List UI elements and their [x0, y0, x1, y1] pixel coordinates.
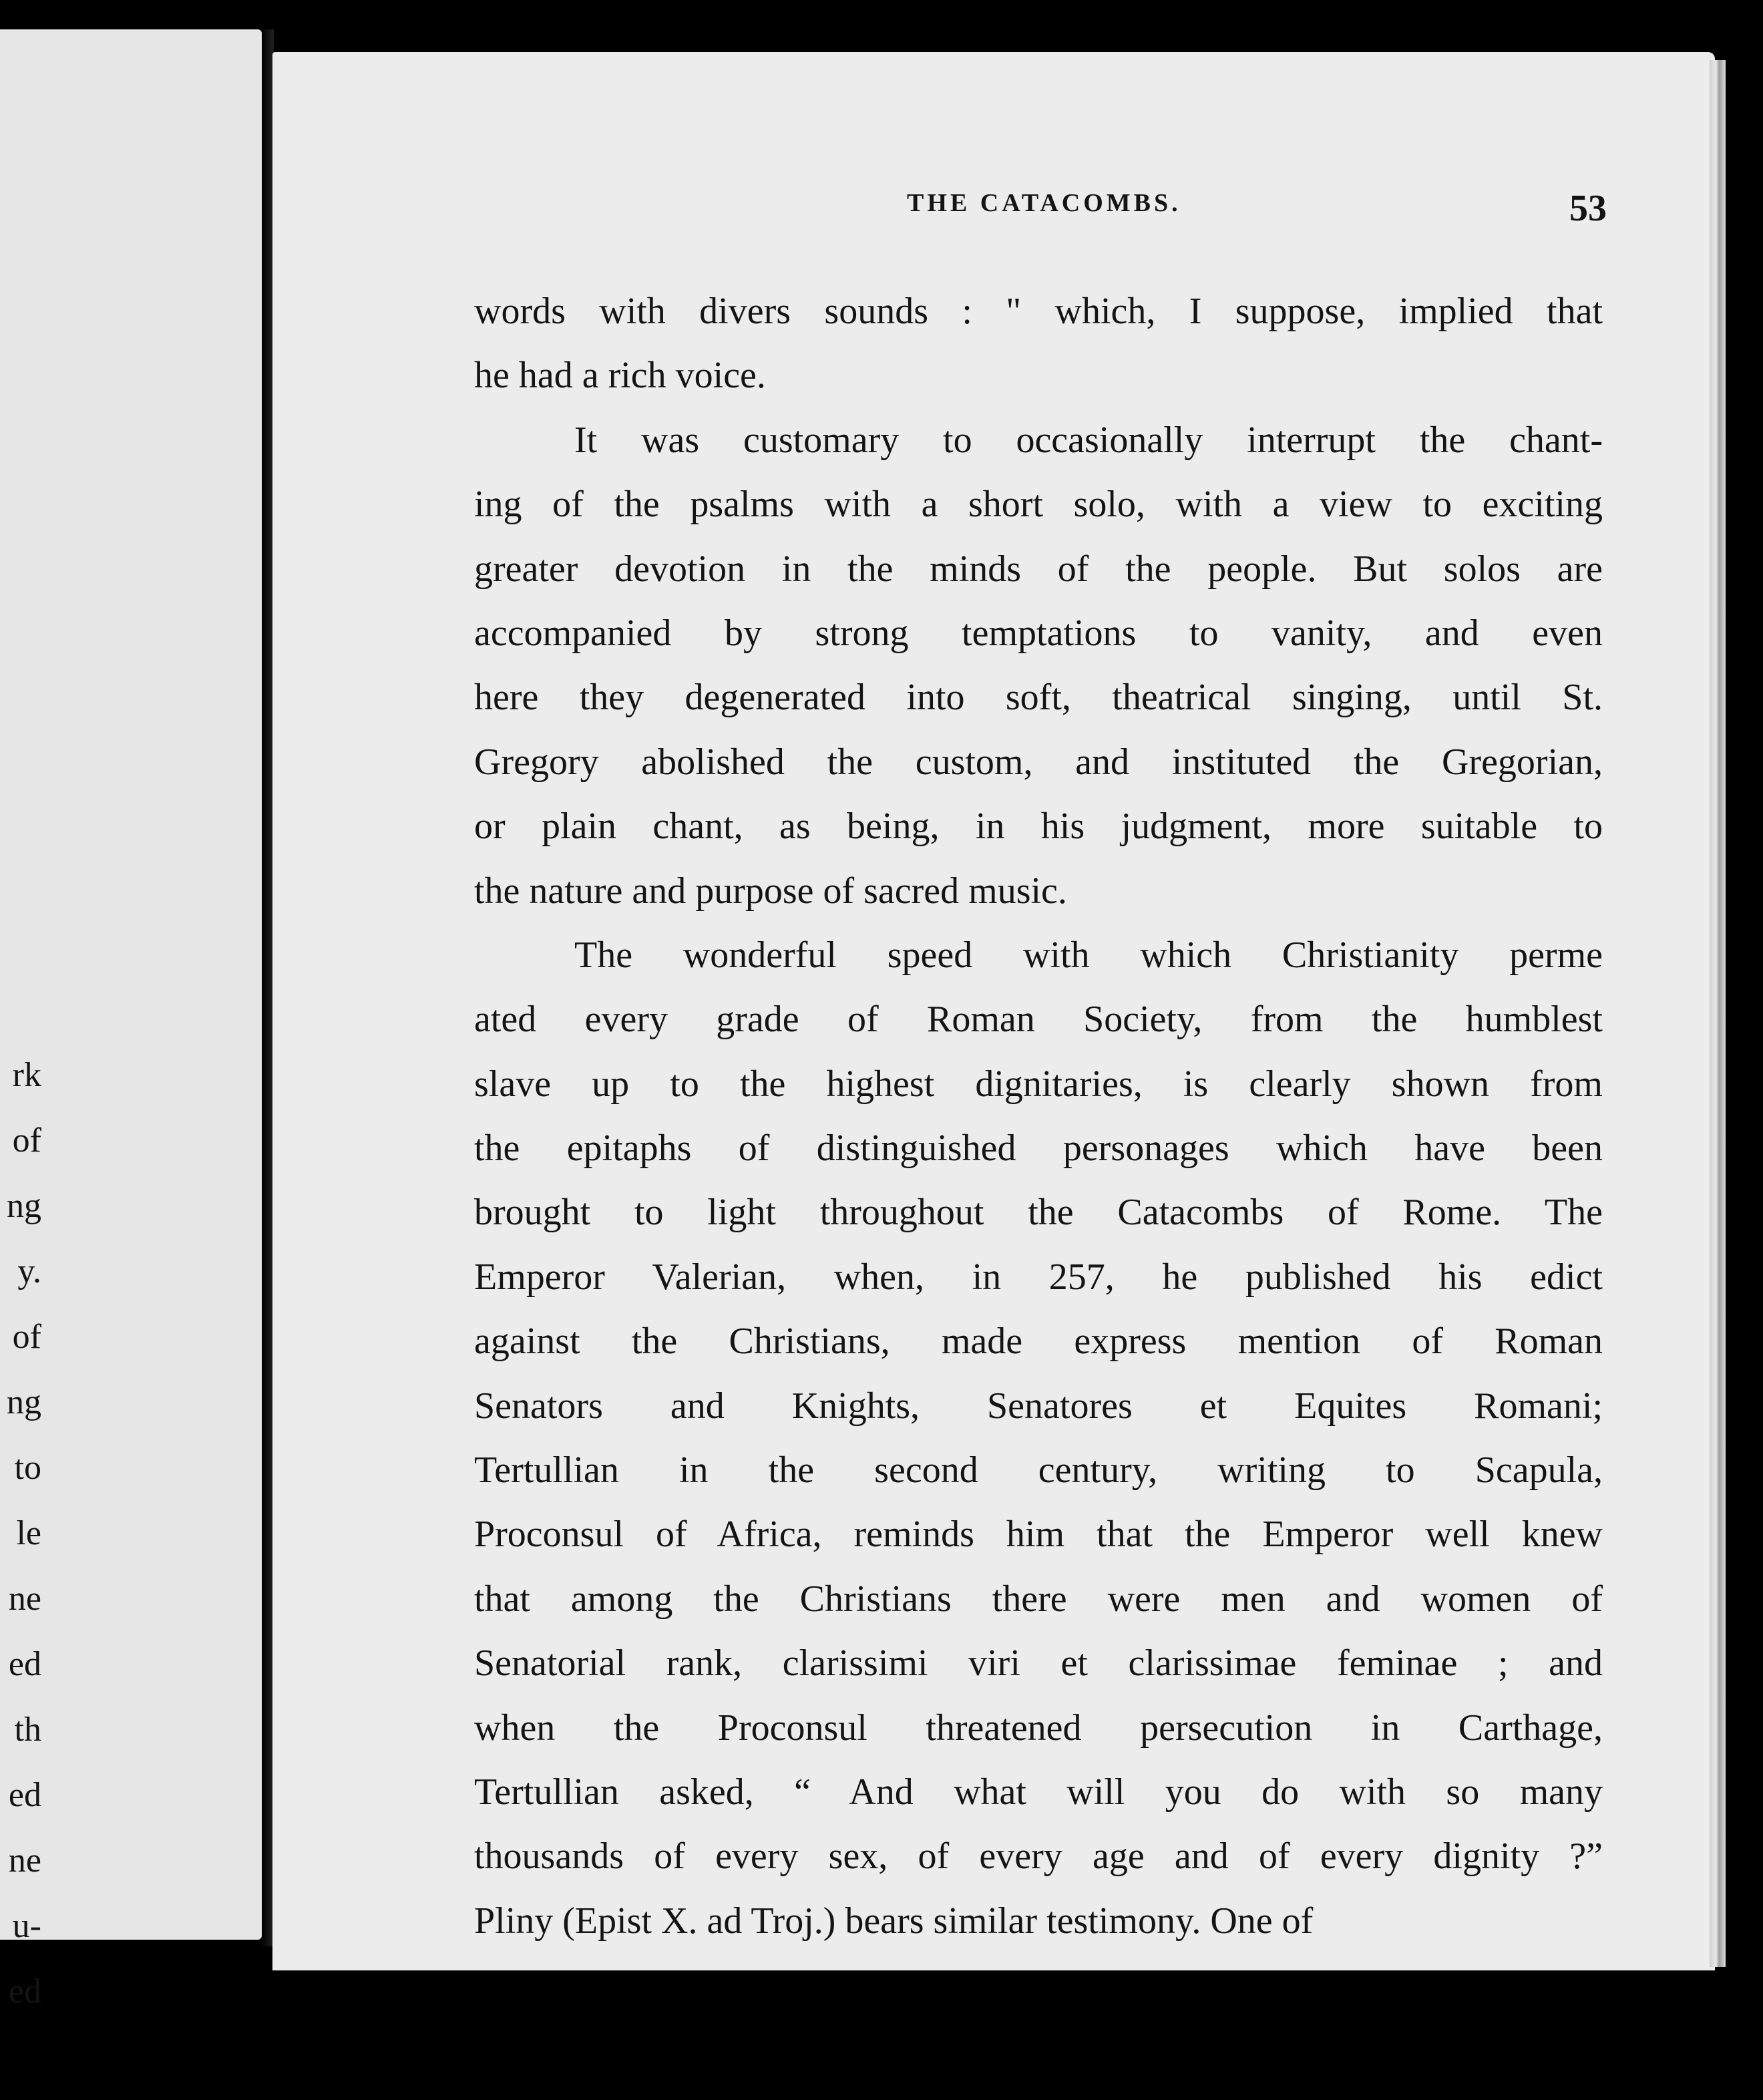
left-fragment: of — [12, 1318, 41, 1356]
text-line: against the Christians, made express mention of Roman — [474, 1321, 1603, 1363]
left-fragment: th — [14, 1711, 41, 1749]
text-line: ing of the psalms with a short solo, with a view to exciting — [474, 484, 1603, 526]
text-line: Senatorial rank, clarissimi viri et clarissimae feminae ; and — [474, 1642, 1603, 1685]
text-line: thousands of every sex, of every age and of every dignity ?” — [474, 1835, 1603, 1878]
left-fragment: le — [16, 1514, 41, 1552]
text-line: slave up to the highest dignitaries, is clearly shown from — [474, 1063, 1603, 1105]
text-line: ated every grade of Roman Society, from the humblest — [474, 999, 1603, 1041]
body-text — [474, 279, 1603, 1953]
text-line: greater devotion in the minds of the people. But solos are — [474, 548, 1603, 590]
text-line: Senators and Knights, Senatores et Equites Romani; — [474, 1385, 1603, 1427]
left-fragment: ng — [7, 1383, 41, 1421]
text-line: or plain chant, as being, in his judgment, more suitable to — [474, 806, 1603, 848]
text-line: words with divers sounds : " which, I suppose, implied that — [474, 291, 1603, 332]
text-line: Emperor Valerian, when, in 257, he published his edict — [474, 1256, 1603, 1298]
left-fragment: ne — [8, 1842, 41, 1880]
text-line: brought to light throughout the Catacombs of Rome. The — [474, 1192, 1603, 1234]
left-fragment: rk — [12, 1056, 41, 1094]
running-title: THE CATACOMBS. — [907, 189, 1181, 217]
text-line: Pliny (Epist X. ad Troj.) bears similar testimony. One of — [474, 1900, 1314, 1942]
page-number: 53 — [1569, 188, 1607, 229]
paragraph-2 — [474, 408, 1603, 923]
text-line: Proconsul of Africa, reminds him that the Emperor well knew — [474, 1514, 1603, 1556]
text-line: here they degenerated into soft, theatrical singing, until St. — [474, 677, 1603, 719]
text-line: when the Proconsul threatened persecution in Carthage, — [474, 1707, 1603, 1749]
text-line: the epitaphs of distinguished personages which have been — [474, 1127, 1603, 1170]
paragraph-3 — [474, 923, 1603, 1953]
left-fragment: ne — [8, 1580, 41, 1618]
text-line: the nature and purpose of sacred music. — [474, 870, 1067, 912]
page-edge-stack — [1710, 60, 1726, 1967]
text-line: Tertullian asked, “ And what will you do with so many — [474, 1771, 1603, 1813]
left-fragment: to — [14, 1449, 41, 1487]
text-line: he had a rich voice. — [474, 355, 766, 397]
left-fragment: ed — [8, 1972, 41, 2010]
left-fragment: ng — [7, 1187, 41, 1225]
text-line: It was customary to occasionally interrupt the chant- — [574, 419, 1603, 461]
text-line: that among the Christians there were men and women of — [474, 1578, 1603, 1620]
left-fragment: of — [12, 1121, 41, 1160]
left-fragment: u- — [12, 1907, 41, 1945]
text-line: Gregory abolished the custom, and instituted the Gregorian, — [474, 741, 1603, 783]
text-line: accompanied by strong temptations to vanity, and even — [474, 612, 1603, 654]
text-line: Tertullian in the second century, writing to Scapula, — [474, 1449, 1603, 1492]
left-fragment: ed — [8, 1645, 41, 1683]
text-line: The wonderful speed with which Christianity perme — [574, 934, 1603, 976]
left-page — [0, 29, 262, 2010]
left-fragment: ed — [8, 1776, 41, 1814]
paragraph-1 — [474, 279, 1603, 408]
left-fragment: y. — [17, 1252, 41, 1290]
